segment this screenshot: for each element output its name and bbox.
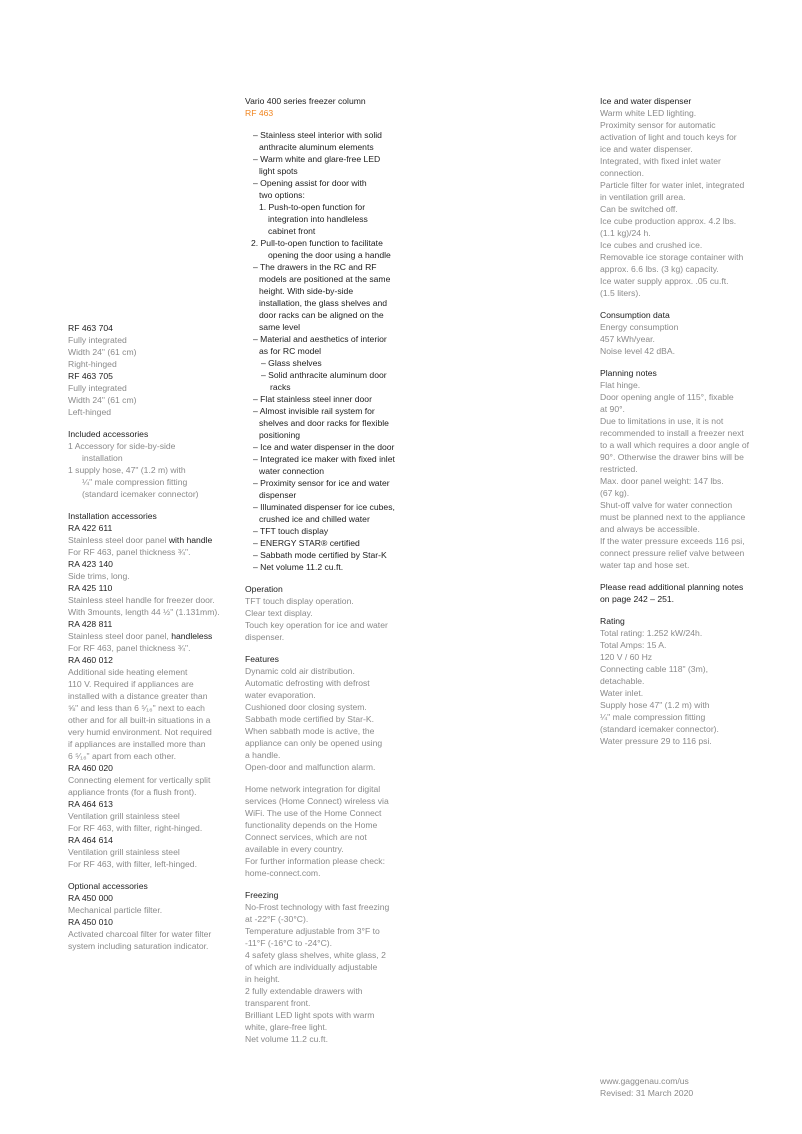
section-heading: Planning notes xyxy=(600,368,657,378)
text-line: For RF 463, panel thickness ¾". xyxy=(68,643,191,653)
list-item-line: (standard icemaker connector) xyxy=(82,489,199,499)
list-item-line: 1. Push-to-open function for xyxy=(259,202,366,212)
text-line: (1.1 kg)/24 h. xyxy=(600,228,651,238)
text-line: For further information please check: xyxy=(245,856,385,866)
section-heading: Freezing xyxy=(245,890,279,900)
list-item-line: – Material and aesthetics of interior xyxy=(253,334,387,344)
text-line: home-connect.com. xyxy=(245,868,321,878)
list-item-line: models are positioned at the same xyxy=(259,274,391,284)
text-line: appliance fronts (for a flush front). xyxy=(68,787,197,797)
section-heading: Rating xyxy=(600,616,625,626)
model-number: RA 422 611 xyxy=(68,523,113,533)
text-line: ¼" male compression fitting xyxy=(600,712,706,722)
list-item-line: installation, the glass shelves and xyxy=(259,298,388,308)
text-line: at 90°. xyxy=(600,404,625,414)
section xyxy=(245,95,445,119)
text-line: Fully integrated xyxy=(68,335,127,345)
text-line: Automatic defrosting with defrost xyxy=(245,678,370,688)
text-line: system including saturation indicator. xyxy=(68,941,209,951)
text-line: Noise level 42 dBA. xyxy=(600,346,675,356)
text-line: of which are individually adjustable xyxy=(245,962,378,972)
text-line: Particle filter for water inlet, integrated xyxy=(600,180,745,190)
text-line: other and for all built-in situations in a xyxy=(68,715,211,725)
text-line: Ice cube production approx. 4.2 lbs. xyxy=(600,216,737,226)
list-item-line: cabinet front xyxy=(268,226,316,236)
section xyxy=(68,428,248,500)
text-line: 2 fully extendable drawers with xyxy=(245,986,363,996)
text-line: Touch key operation for ice and water xyxy=(245,620,388,630)
list-item-line: as for RC model xyxy=(259,346,322,356)
text-line: WiFi. The use of the Home Connect xyxy=(245,808,382,818)
section xyxy=(245,583,445,643)
section xyxy=(245,889,445,1045)
section xyxy=(245,129,445,573)
text-span: Stainless steel door panel, xyxy=(68,631,172,641)
text-line: 4 safety glass shelves, white glass, 2 xyxy=(245,950,386,960)
text-line: activation of light and touch keys for xyxy=(600,132,737,142)
text-line: restricted. xyxy=(600,464,638,474)
list-item-line: – Illuminated dispenser for ice cubes, xyxy=(253,502,395,512)
section xyxy=(245,653,445,773)
section-heading: Ice and water dispenser xyxy=(600,96,692,106)
model-number: RA 460 020 xyxy=(68,763,113,773)
text-line: Side trims, long. xyxy=(68,571,130,581)
model-number: RA 450 000 xyxy=(68,893,113,903)
section-heading: Vario 400 series freezer column xyxy=(245,96,366,106)
text-line: Water pressure 29 to 116 psi. xyxy=(600,736,712,746)
text-line: Dynamic cold air distribution. xyxy=(245,666,355,676)
section xyxy=(68,510,248,870)
text-line: Fully integrated xyxy=(68,383,127,393)
text-line: Due to limitations in use, it is not xyxy=(600,416,724,426)
middle-column xyxy=(245,95,445,1045)
text-line: Integrated, with fixed inlet water xyxy=(600,156,721,166)
list-item-line: same level xyxy=(259,322,301,332)
section-heading: Optional accessories xyxy=(68,881,148,891)
text-line: services (Home Connect) wireless via xyxy=(245,796,389,806)
list-item-line: – Net volume 11.2 cu.ft. xyxy=(253,562,344,572)
text-line: 6 ⁵⁄₁₆" apart from each other. xyxy=(68,751,177,761)
emphasis-text: handleless xyxy=(171,631,213,641)
text-line: Net volume 11.2 cu.ft. xyxy=(245,1034,328,1044)
list-item-line: positioning xyxy=(259,430,301,440)
text-line: installed with a distance greater than xyxy=(68,691,208,701)
model-number: RA 428 811 xyxy=(68,619,113,629)
text-line: approx. 6.6 lbs. (3 kg) capacity. xyxy=(600,264,719,274)
text-line: Stainless steel handle for freezer door. xyxy=(68,595,215,605)
text-line: at -22°F (-30°C). xyxy=(245,914,309,924)
section xyxy=(68,880,248,952)
text-line: connection. xyxy=(600,168,644,178)
model-number: RA 460 012 xyxy=(68,655,113,665)
text-line: (67 kg). xyxy=(600,488,630,498)
list-item-line: light spots xyxy=(259,166,298,176)
model-title: RF 463 xyxy=(245,108,274,118)
list-item-line: 2. Pull-to-open function to facilitate xyxy=(251,238,383,248)
text-line: Ventilation grill stainless steel xyxy=(68,847,180,857)
list-item-line: height. With side-by-side xyxy=(259,286,354,296)
right-column xyxy=(600,95,780,747)
list-item-line: – Glass shelves xyxy=(261,358,322,368)
list-item-line: dispenser xyxy=(259,490,297,500)
list-item-line: – Stainless steel interior with solid xyxy=(253,130,382,140)
list-item-line: shelves and door racks for flexible xyxy=(259,418,389,428)
text-line: Shut-off valve for water connection xyxy=(600,500,733,510)
left-column xyxy=(68,322,248,952)
list-item-line: integration into handleless xyxy=(268,214,368,224)
text-line: For RF 463, with filter, left-hinged. xyxy=(68,859,197,869)
list-item-line: – Sabbath mode certified by Star-K xyxy=(253,550,387,560)
section-heading: Consumption data xyxy=(600,310,670,320)
section xyxy=(600,581,780,605)
footer-revised-date: Revised: 31 March 2020 xyxy=(600,1088,694,1098)
list-item-line: – Proximity sensor for ice and water xyxy=(253,478,390,488)
list-item-line: two options: xyxy=(259,190,305,200)
text-line: If the water pressure exceeds 116 psi, xyxy=(600,536,745,546)
model-number: RA 464 614 xyxy=(68,835,113,845)
text-line: Temperature adjustable from 3°F to xyxy=(245,926,380,936)
list-item-line: 1 Accessory for side-by-side xyxy=(68,441,176,451)
section-heading: Included accessories xyxy=(68,429,149,439)
text-line: available in every country. xyxy=(245,844,344,854)
text-line: ⅝" and less than 6 ⁵⁄₁₆" next to each xyxy=(68,703,205,713)
text-line: Width 24" (61 cm) xyxy=(68,395,137,405)
list-item-line: ¼" male compression fitting xyxy=(82,477,188,487)
text-line: Activated charcoal filter for water filter xyxy=(68,929,212,939)
text-line: Connecting cable 118" (3m), xyxy=(600,664,708,674)
text-line: a handle. xyxy=(245,750,281,760)
list-item-line: – Ice and water dispenser in the door xyxy=(253,442,395,452)
text-line: When sabbath mode is active, the xyxy=(245,726,375,736)
text-line: if appliances are installed more than xyxy=(68,739,206,749)
text-line: -11°F (-16°C to -24°C). xyxy=(245,938,333,948)
section xyxy=(68,322,248,418)
section-heading: Features xyxy=(245,654,279,664)
text-line: recommended to install a freezer next xyxy=(600,428,744,438)
list-item-line: 1 supply hose, 47" (1.2 m) with xyxy=(68,465,186,475)
text-line xyxy=(68,630,248,642)
text-line: Mechanical particle filter. xyxy=(68,905,163,915)
list-item-line: – Flat stainless steel inner door xyxy=(253,394,372,404)
emphasis-text: with handle xyxy=(168,535,213,545)
text-line: 110 V. Required if appliances are xyxy=(68,679,194,689)
list-item-line: – Opening assist for door with xyxy=(253,178,367,188)
text-line: Door opening angle of 115°, fixable xyxy=(600,392,734,402)
text-line: Max. door panel weight: 147 lbs. xyxy=(600,476,724,486)
text-line: water evaporation. xyxy=(245,690,316,700)
text-line: Cushioned door closing system. xyxy=(245,702,367,712)
text-line: Supply hose 47" (1.2 m) with xyxy=(600,700,710,710)
text-line: (1.5 liters). xyxy=(600,288,641,298)
model-number: RA 423 140 xyxy=(68,559,113,569)
section xyxy=(600,367,780,571)
text-line: in height. xyxy=(245,974,280,984)
text-line: Left-hinged xyxy=(68,407,112,417)
section xyxy=(600,615,780,747)
list-item-line: – The drawers in the RC and RF xyxy=(253,262,377,272)
model-number: RF 463 705 xyxy=(68,371,113,381)
text-line: (standard icemaker connector). xyxy=(600,724,719,734)
text-line: very humid environment. Not required xyxy=(68,727,212,737)
list-item-line: – Almost invisible rail system for xyxy=(253,406,375,416)
list-item-line: – Solid anthracite aluminum door xyxy=(261,370,387,380)
text-line: Clear text display. xyxy=(245,608,313,618)
model-number: on page 242 – 251. xyxy=(600,594,675,604)
text-line: dispenser. xyxy=(245,632,285,642)
text-line: Open-door and malfunction alarm. xyxy=(245,762,376,772)
text-line: Proximity sensor for automatic xyxy=(600,120,716,130)
model-number: RA 425 110 xyxy=(68,583,113,593)
text-line: must be planned next to the appliance xyxy=(600,512,746,522)
section xyxy=(600,309,780,357)
text-line: Flat hinge. xyxy=(600,380,641,390)
list-item-line: anthracite aluminum elements xyxy=(259,142,374,152)
text-line: white, glare-free light. xyxy=(245,1022,328,1032)
list-item-line: opening the door using a handle xyxy=(268,250,391,260)
text-line: detachable. xyxy=(600,676,645,686)
text-line: Ice water supply approx. .05 cu.ft. xyxy=(600,276,729,286)
list-item-line: racks xyxy=(270,382,291,392)
text-line: ice and water dispenser. xyxy=(600,144,693,154)
footer-url: www.gaggenau.com/us xyxy=(600,1076,689,1086)
text-line: Warm white LED lighting. xyxy=(600,108,697,118)
text-line xyxy=(68,534,248,546)
list-item-line: – Warm white and glare-free LED xyxy=(253,154,381,164)
text-line: Additional side heating element xyxy=(68,667,188,677)
text-line: For RF 463, panel thickness ¾". xyxy=(68,547,191,557)
model-number: RF 463 704 xyxy=(68,323,113,333)
text-line: 457 kWh/year. xyxy=(600,334,655,344)
text-line: Can be switched off. xyxy=(600,204,678,214)
model-number: Please read additional planning notes xyxy=(600,582,744,592)
text-line: Ventilation grill stainless steel xyxy=(68,811,180,821)
text-line: Right-hinged xyxy=(68,359,117,369)
text-line: Total Amps: 15 A. xyxy=(600,640,667,650)
text-line: With 3mounts, length 44 ½" (1.131mm). xyxy=(68,607,220,617)
section-heading: Installation accessories xyxy=(68,511,157,521)
text-line: in ventilation grill area. xyxy=(600,192,686,202)
text-line: Ice cubes and crushed ice. xyxy=(600,240,703,250)
text-line: water tap and hose set. xyxy=(600,560,690,570)
section xyxy=(245,783,445,879)
section-heading: Operation xyxy=(245,584,283,594)
text-line: to a wall which requires a door angle of xyxy=(600,440,750,450)
list-item-line: – ENERGY STAR® certified xyxy=(253,538,360,548)
text-line: and always be accessible. xyxy=(600,524,700,534)
section xyxy=(600,95,780,299)
text-line: Home network integration for digital xyxy=(245,784,381,794)
text-line: TFT touch display operation. xyxy=(245,596,354,606)
list-item-line: installation xyxy=(82,453,123,463)
model-number: RA 450 010 xyxy=(68,917,113,927)
text-line: Total rating: 1.252 kW/24h. xyxy=(600,628,703,638)
text-line: connect pressure relief valve between xyxy=(600,548,745,558)
text-line: appliance can only be opened using xyxy=(245,738,383,748)
list-item-line: water connection xyxy=(259,466,324,476)
text-line: transparent front. xyxy=(245,998,311,1008)
list-item-line: – Integrated ice maker with fixed inlet xyxy=(253,454,395,464)
text-line: 90°. Otherwise the drawer bins will be xyxy=(600,452,744,462)
text-line: Sabbath mode certified by Star-K. xyxy=(245,714,374,724)
text-line: No-Frost technology with fast freezing xyxy=(245,902,390,912)
text-span: Stainless steel door panel xyxy=(68,535,169,545)
text-line: Removable ice storage container with xyxy=(600,252,744,262)
text-line: functionality depends on the Home xyxy=(245,820,378,830)
text-line: Width 24" (61 cm) xyxy=(68,347,137,357)
text-line: Energy consumption xyxy=(600,322,679,332)
text-line: Connecting element for vertically split xyxy=(68,775,211,785)
footer xyxy=(600,1075,693,1099)
model-number: RA 464 613 xyxy=(68,799,113,809)
list-item-line: crushed ice and chilled water xyxy=(259,514,370,524)
text-line: Brilliant LED light spots with warm xyxy=(245,1010,375,1020)
text-line: Connect services, which are not xyxy=(245,832,367,842)
list-item-line: door racks can be aligned on the xyxy=(259,310,384,320)
text-line: 120 V / 60 Hz xyxy=(600,652,653,662)
text-line: Water inlet. xyxy=(600,688,644,698)
list-item-line: – TFT touch display xyxy=(253,526,329,536)
text-line: For RF 463, with filter, right-hinged. xyxy=(68,823,203,833)
